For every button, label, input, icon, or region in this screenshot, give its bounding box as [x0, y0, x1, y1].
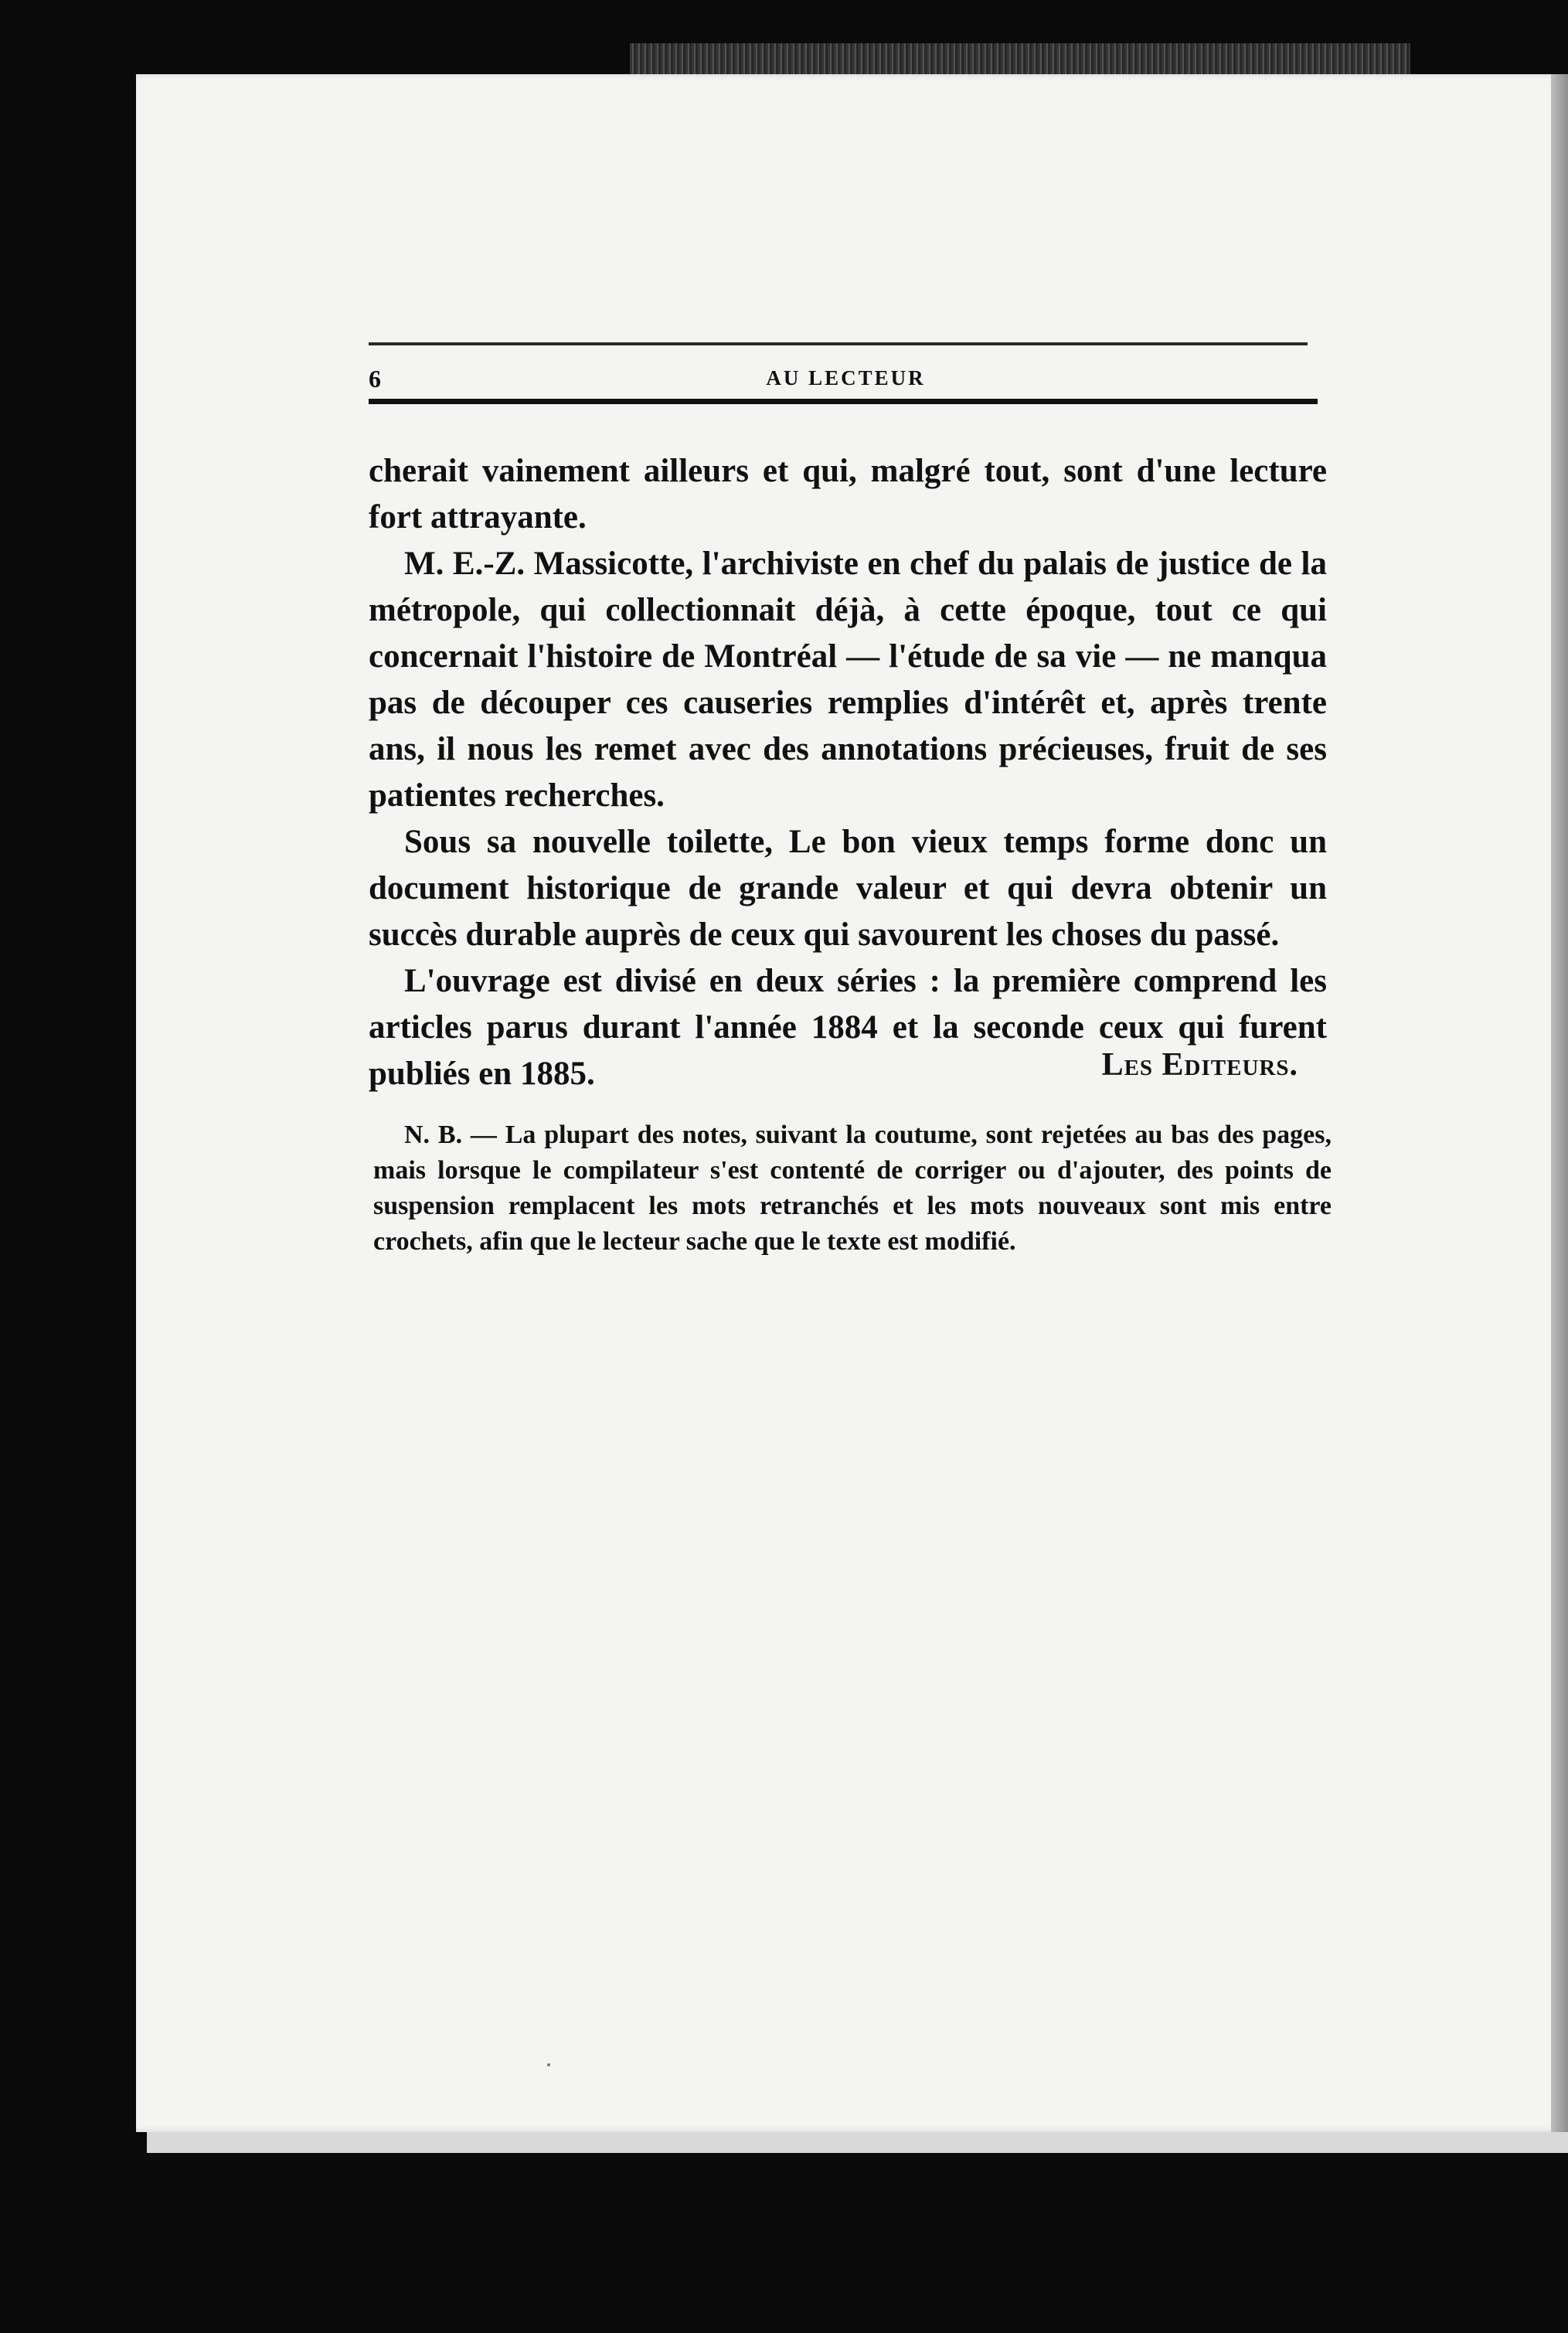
running-head: AU LECTEUR [766, 366, 926, 389]
paragraph-massicotte: M. E.-Z. Massicotte, l'archiviste en chef du palais de justice de la métropole, qui collectionnait déjà, à cette époque, tout ce qui concernait l'histoire de Montréal — l'étude de sa vie — ne manqua pas de découper ces causeries remplies d'intérêt et, après trente ans, il nous les remet avec des annotations précieuses, fruit de ses patientes recherches. [369, 546, 1327, 814]
paragraph-nouvelle-toilette: Sous sa nouvelle toilette, Le bon vieux temps forme donc un document historique de grande valeur et qui devra obtenir un succès durable auprès de ceux qui savourent les choses du passé. [369, 824, 1327, 953]
header-rule-top [369, 342, 1308, 345]
page-edge-shadow [1551, 74, 1568, 2132]
page-header [369, 363, 1323, 397]
paper-speck [547, 2063, 550, 2066]
header-rule-bottom [369, 399, 1318, 404]
paragraph-continuation: cherait vainement ailleurs et qui, malgré tout, sont d'une lecture fort attrayante. [369, 453, 1327, 536]
signature: Les Editeurs. [1101, 1047, 1298, 1083]
paragraph-ouvrage: L'ouvrage est divisé en deux séries : la première comprend les articles parus durant l'année 1884 et la seconde ceux qui furent publiés en 1885. [369, 963, 1327, 1092]
page-number: 6 [369, 365, 381, 393]
editor-note [373, 1117, 1332, 1260]
body-text [369, 448, 1327, 1097]
note-text: N. B. — La plupart des notes, suivant la coutume, sont rejetées au bas des pages, mais lorsque le compilateur s'est contenté de corriger ou d'ajouter, des points de suspension remplacent les mots retranchés et les mots nouveaux sont mis entre crochets, afin que le lecteur sache que le texte est modifié. [373, 1121, 1332, 1256]
book-edge-strip [630, 43, 1410, 77]
